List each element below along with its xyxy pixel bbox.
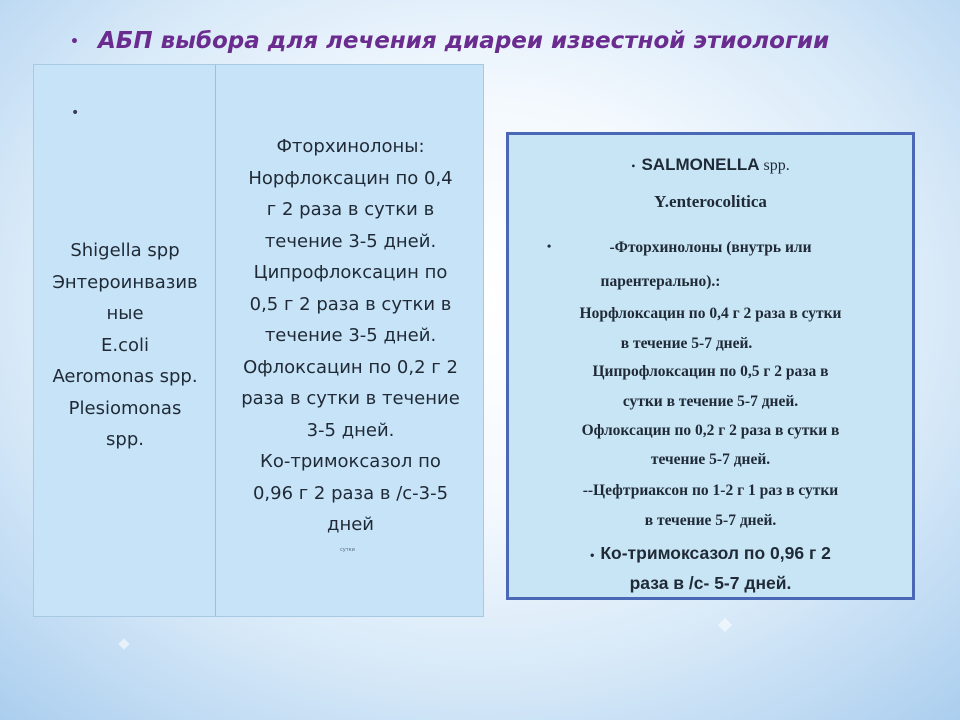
treatment-line: Ко-тримоксазол по bbox=[260, 451, 441, 472]
pathogen-line: Aeromonas spp. bbox=[52, 366, 198, 387]
regimen-line: течение 5-7 дней. bbox=[650, 451, 771, 468]
regimen-line: --Цефтриаксон по 1-2 г 1 раз в сутки bbox=[582, 482, 839, 499]
salmonella-name: SALMONELLA bbox=[641, 155, 760, 174]
table-right-cell bbox=[216, 65, 483, 616]
sparkle-decoration bbox=[718, 618, 732, 632]
bullet-icon: • bbox=[631, 159, 636, 173]
bullet-icon: • bbox=[71, 105, 80, 121]
salmonella-box bbox=[506, 132, 915, 600]
antibiotic-table bbox=[33, 64, 484, 617]
treatment-line: Фторхинолоны: bbox=[276, 136, 425, 157]
regimen-line: в течение 5-7 дней. bbox=[620, 335, 753, 352]
yersinia-line: Y.enterocolitica bbox=[654, 192, 767, 211]
treatment-list bbox=[216, 131, 485, 541]
sparkle-decoration bbox=[118, 638, 129, 649]
treatment-line: дней bbox=[327, 514, 374, 535]
salmonella-spp: spp. bbox=[759, 157, 790, 174]
bullet-icon: • bbox=[70, 34, 79, 50]
fluoroquinolone-heading-cont: парентерально).: bbox=[600, 273, 721, 290]
pathogen-line: E.coli bbox=[100, 334, 149, 356]
treatment-line: 0,96 г 2 раза в /с-3-5 bbox=[252, 482, 449, 504]
treatment-line: 3-5 дней. bbox=[306, 419, 395, 441]
tiny-footnote: сутки bbox=[340, 547, 355, 553]
treatment-line: течение 3-5 дней. bbox=[264, 230, 437, 252]
treatment-line: течение 3-5 дней. bbox=[264, 325, 437, 346]
slide-title bbox=[70, 26, 830, 56]
regimen-line: Ципрофлоксацин по 0,5 г 2 раза в bbox=[592, 363, 829, 380]
fluoroquinolone-heading-text: -Фторхинолоны (внутрь или bbox=[609, 239, 812, 256]
regimen-line: Норфлоксацин по 0,4 г 2 раза в сутки bbox=[579, 305, 842, 322]
regimen-line: сутки в течение 5-7 дней. bbox=[622, 393, 799, 410]
pathogen-line: Энтероинвазив bbox=[52, 271, 198, 293]
bullet-icon: • bbox=[547, 239, 552, 253]
pathogen-line: Plesiomonas bbox=[68, 397, 182, 419]
slide-title-text: АБП выбора для лечения диареи известной этиологии bbox=[98, 28, 830, 54]
table-left-cell bbox=[34, 65, 216, 616]
regimen-line: Офлоксацин по 0,2 г 2 раза в сутки в bbox=[581, 422, 840, 439]
cotrimoxazole-line-cont: раза в /с- 5-7 дней. bbox=[629, 573, 792, 593]
treatment-line: Офлоксацин по 0,2 г 2 bbox=[243, 356, 458, 378]
treatment-line: 0,5 г 2 раза в сутки в bbox=[249, 293, 452, 315]
treatment-line: г 2 раза в сутки в bbox=[266, 199, 435, 220]
pathogen-line: ные bbox=[106, 303, 144, 324]
pathogen-line: spp. bbox=[106, 429, 144, 450]
pathogen-list bbox=[34, 235, 216, 456]
regimen-line: в течение 5-7 дней. bbox=[644, 512, 777, 529]
treatment-line: Норфлоксацин по 0,4 bbox=[248, 167, 453, 189]
treatment-line: Ципрофлоксацин по bbox=[253, 262, 448, 283]
pathogen-line: Shigella spp bbox=[70, 240, 180, 261]
bullet-icon: • bbox=[590, 548, 595, 562]
salmonella-line bbox=[509, 155, 912, 175]
cotrimoxazole-line bbox=[509, 543, 912, 564]
treatment-line: раза в сутки в течение bbox=[241, 388, 460, 409]
fluoroquinolone-heading bbox=[509, 239, 912, 257]
cotrimoxazole-text: Ко-тримоксазол по 0,96 г 2 bbox=[600, 543, 831, 563]
